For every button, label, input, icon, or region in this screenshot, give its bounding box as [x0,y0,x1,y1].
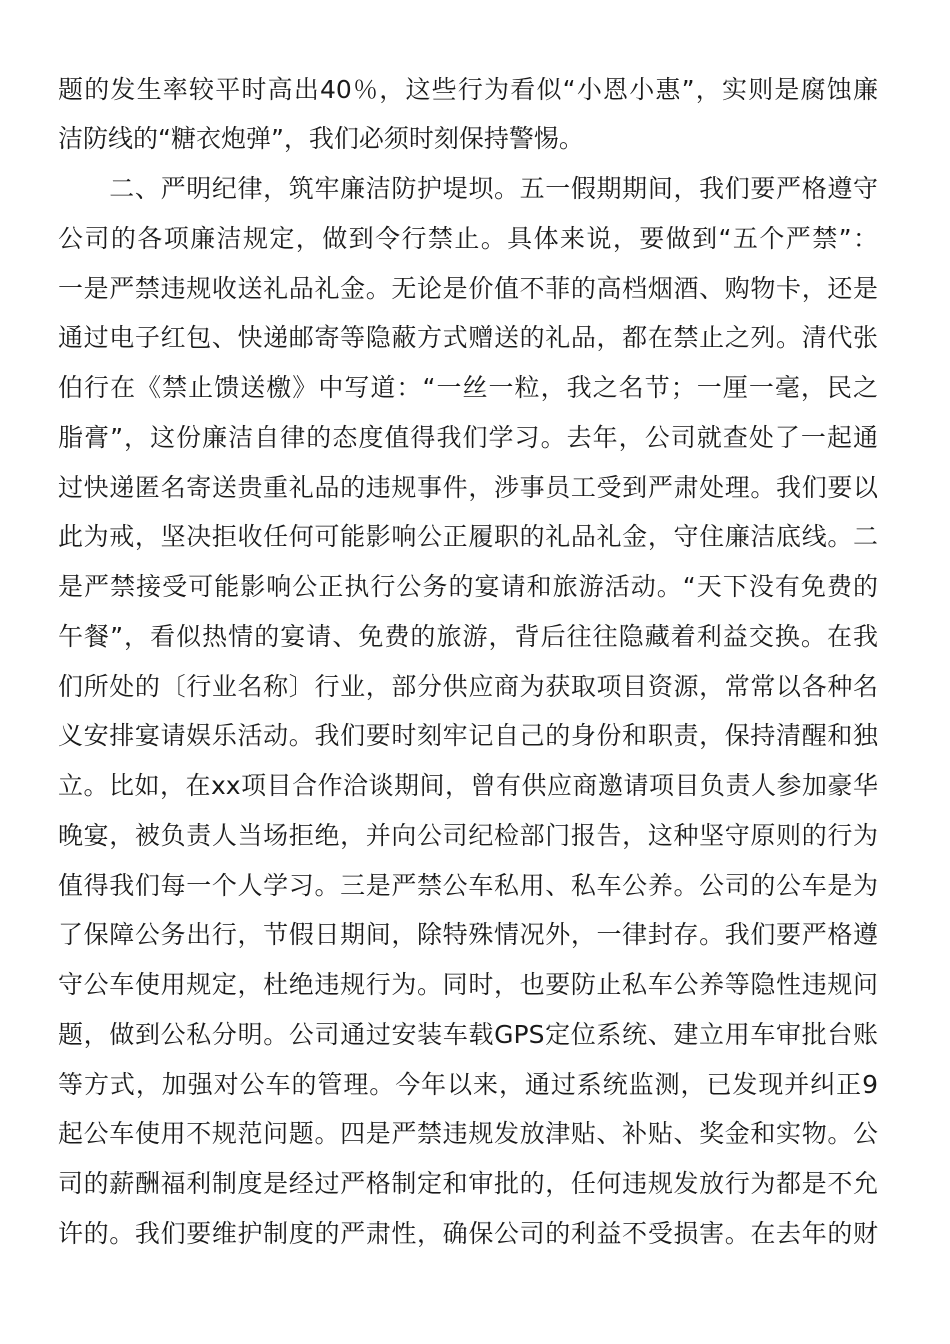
text-line-17: 值得我们每一个人学习。三是严禁公车私用、私车公养。公司的公车是为 [58,871,878,900]
text-line-7: 伯行在《禁止馈送檄》中写道：“一丝一粒，我之名节；一厘一毫，民之 [58,373,878,402]
text-line-10: 此为戒，坚决拒收任何可能影响公正履职的礼品礼金，守住廉洁底线。二 [58,522,878,551]
text-line-18: 了保障公务出行，节假日期间，除特殊情况外，一律封存。我们要严格遵 [58,920,878,949]
text-line-12: 午餐”，看似热情的宴请、免费的旅游，背后往往隐藏着利益交换。在我 [58,622,878,651]
text-line-15: 立。比如，在xx项目合作洽谈期间，曾有供应商邀请项目负责人参加豪华 [58,771,878,800]
text-line-4: 公司的各项廉洁规定，做到令行禁止。具体来说，要做到“五个严禁”： [58,224,878,253]
text-line-6: 通过电子红包、快递邮寄等隐蔽方式赠送的礼品，都在禁止之列。清代张 [58,323,878,352]
text-line-8: 脂膏”，这份廉洁自律的态度值得我们学习。去年，公司就查处了一起通 [58,423,878,452]
text-line-19: 守公车使用规定，杜绝违规行为。同时，也要防止私车公养等隐性违规问 [58,970,878,999]
text-line-3: 二、严明纪律，筑牢廉洁防护堤坝。五一假期期间，我们要严格遵守 [58,174,878,203]
text-line-13: 们所处的〔行业名称〕行业，部分供应商为获取项目资源，常常以各种名 [58,672,878,701]
text-line-21: 等方式，加强对公车的管理。今年以来，通过系统监测，已发现并纠正9 [58,1070,878,1099]
text-line-9: 过快递匿名寄送贵重礼品的违规事件，涉事员工受到严肃处理。我们要以 [58,473,878,502]
text-line-1: 题的发生率较平时高出40％，这些行为看似“小恩小惠”，实则是腐蚀廉 [58,75,878,104]
text-line-22: 起公车使用不规范问题。四是严禁违规发放津贴、补贴、奖金和实物。公 [58,1119,878,1148]
text-line-2: 洁防线的“糖衣炮弹”，我们必须时刻保持警惕。 [58,124,584,153]
text-line-5: 一是严禁违规收送礼品礼金。无论是价值不菲的高档烟酒、购物卡，还是 [58,274,878,303]
text-line-20: 题，做到公私分明。公司通过安装车载GPS定位系统、建立用车审批台账 [58,1020,878,1049]
text-line-16: 晚宴，被负责人当场拒绝，并向公司纪检部门报告，这种坚守原则的行为 [58,821,878,850]
text-line-23: 司的薪酬福利制度是经过严格制定和审批的，任何违规发放行为都是不允 [58,1169,878,1198]
text-line-14: 义安排宴请娱乐活动。我们要时刻牢记自己的身份和职责，保持清醒和独 [58,721,878,750]
text-line-11: 是严禁接受可能影响公正执行公务的宴请和旅游活动。“天下没有免费的 [58,572,878,601]
text-line-24: 许的。我们要维护制度的严肃性，确保公司的利益不受损害。在去年的财 [58,1219,878,1248]
